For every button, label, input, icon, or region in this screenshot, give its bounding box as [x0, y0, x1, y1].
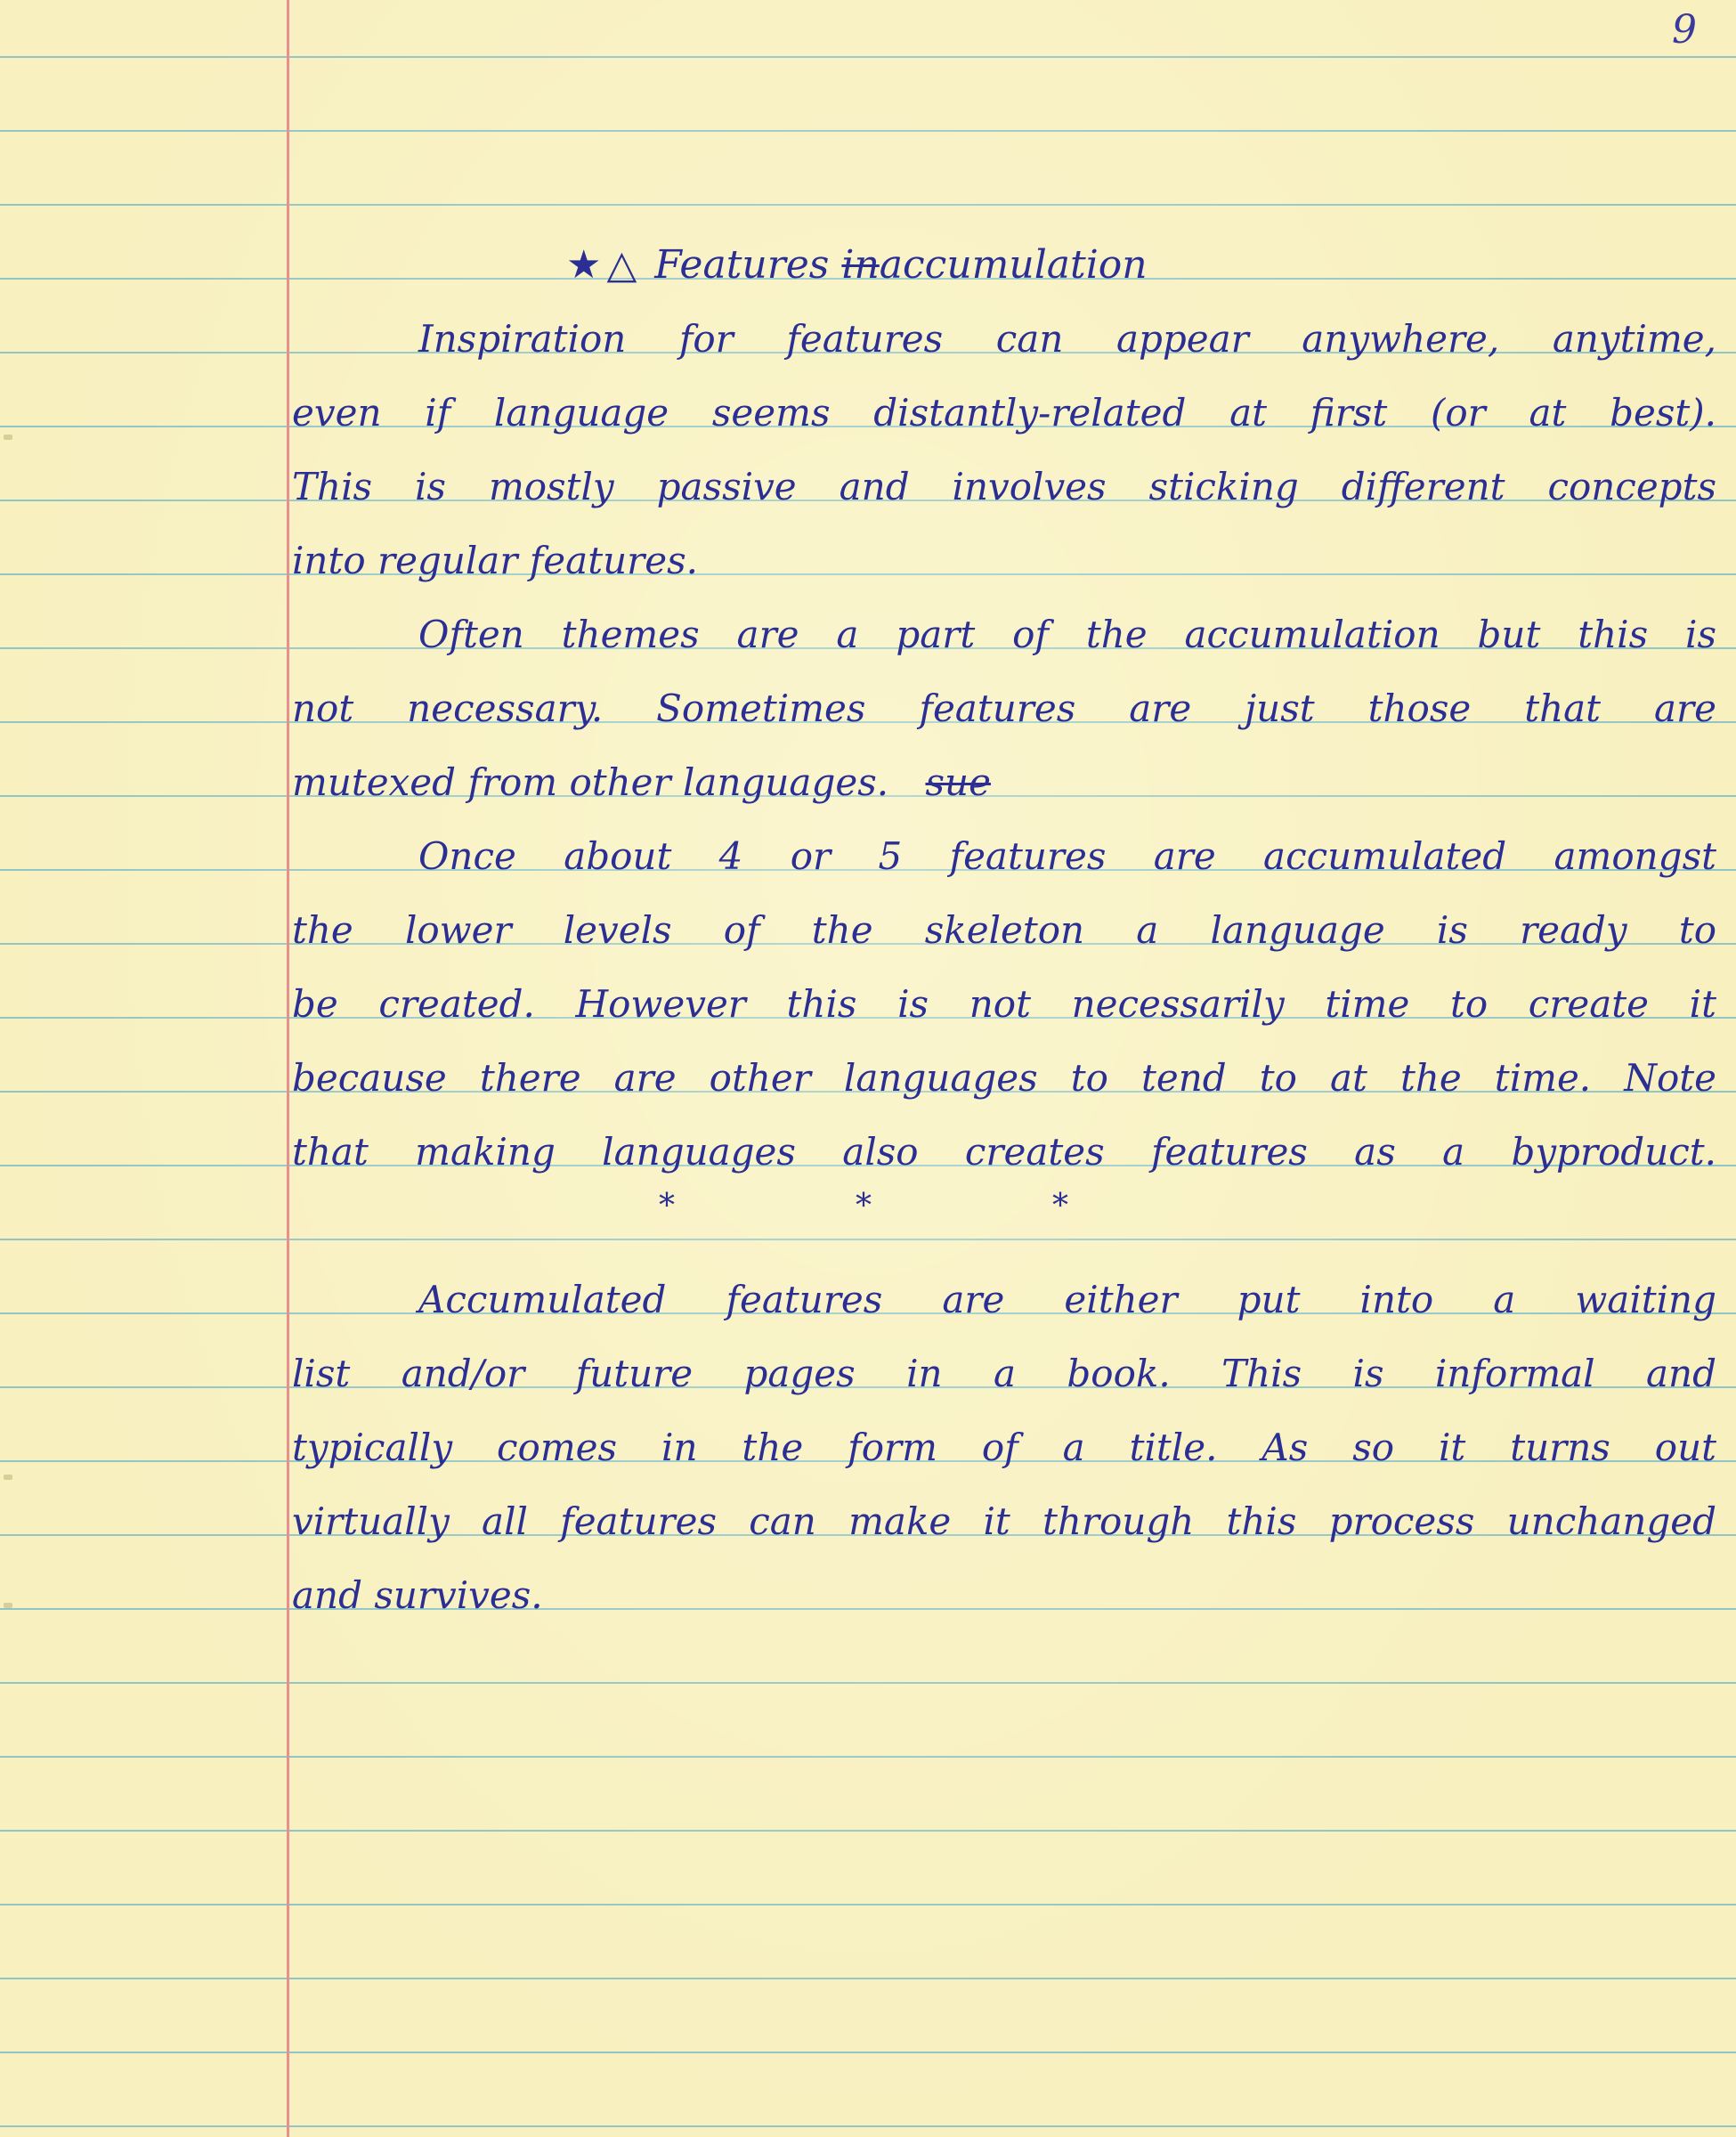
paragraph-1-line: into regular features. [292, 539, 698, 582]
paragraph-3-line: that making languages also creates features as a byproduct. [292, 1130, 1716, 1174]
asterisk-icon: * [856, 1188, 872, 1224]
paragraph-1-line: Inspiration for features can appear anywhere, anytime, [418, 317, 1716, 361]
title-word-accumulation: accumulation [879, 242, 1148, 288]
paragraph-3-line: Once about 4 or 5 features are accumulated amongst [418, 834, 1716, 878]
paragraph-2-line: not necessary. Sometimes features are just those that are [292, 687, 1716, 730]
section-separator [659, 1188, 1068, 1223]
page-title [566, 228, 1148, 302]
paragraph-2-line [292, 745, 1716, 819]
paragraph-1-line: This is mostly passive and involves sticking different concepts [292, 465, 1716, 508]
paragraph-4-line: Accumulated features are either put into a waiting [418, 1278, 1716, 1321]
triangle-icon: △ [606, 242, 637, 288]
paragraph-4-line: and survives. [292, 1573, 543, 1617]
paragraph-3-line: because there are other languages to tend to at the time. Note [292, 1056, 1716, 1100]
title-struck-word: in [841, 242, 880, 288]
paragraph-3-line: be created. However this is not necessarily time to create it [292, 982, 1716, 1026]
page-number: 9 [1672, 7, 1697, 53]
paragraph-4-line: virtually all features can make it through this process unchanged [292, 1499, 1716, 1543]
paragraph-3-line: the lower levels of the skeleton a language is ready to [292, 908, 1716, 952]
asterisk-icon: * [1052, 1188, 1068, 1224]
paragraph-2-line: Often themes are a part of the accumulation but this is [418, 613, 1716, 656]
paragraph-4-line: typically comes in the form of a title. As so it turns out [292, 1426, 1716, 1469]
title-word-features: Features [654, 242, 830, 288]
struck-word: sue [925, 760, 991, 804]
paragraph-4-line: list and/or future pages in a book. This is informal and [292, 1352, 1716, 1395]
paragraph-1-line: even if language seems distantly-related at first (or at best). [292, 391, 1716, 435]
paragraph-2-line-text: mutexed from other languages. [292, 760, 889, 804]
star-icon: ★ [566, 242, 602, 288]
asterisk-icon: * [659, 1188, 675, 1224]
